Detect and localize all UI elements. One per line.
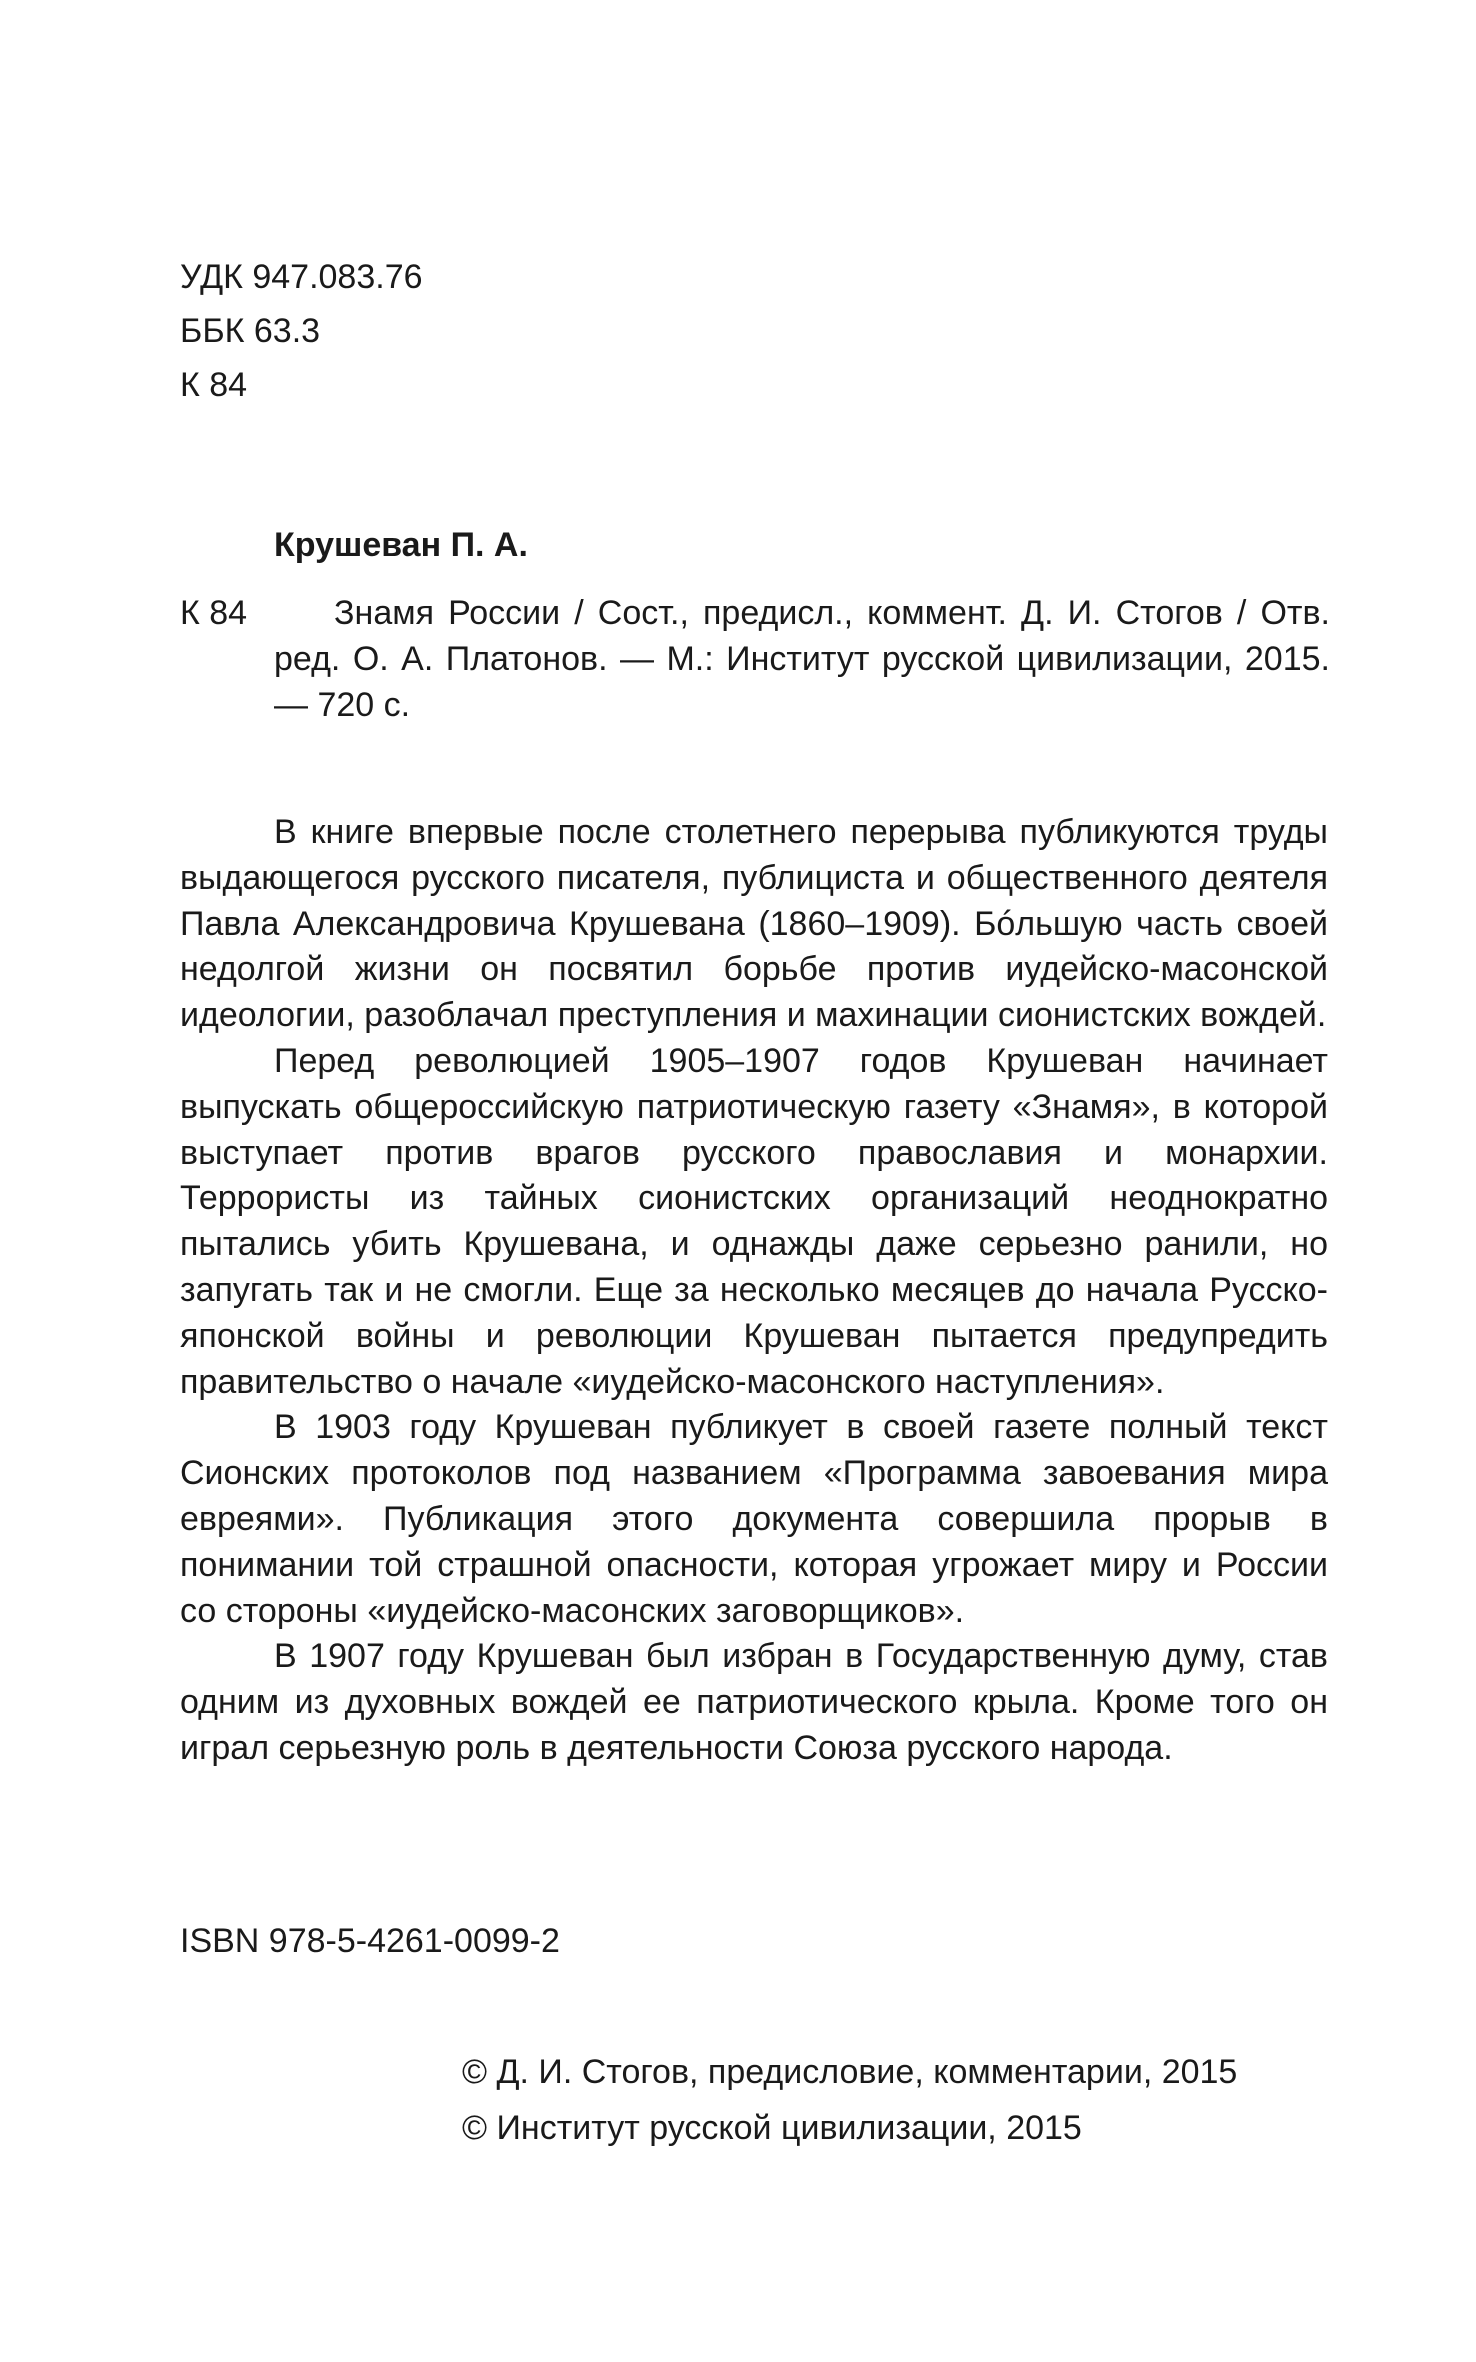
abstract-paragraph: В 1907 году Крушеван был избран в Государственную думу, став одним из духовных вождей ее патриотического крыла. Кроме того он играл серьезную роль в деятельности Союза русского народа.: [180, 1637, 1328, 1767]
author-mark: К 84: [180, 366, 248, 404]
isbn: ISBN 978-5-4261-0099-2: [180, 1922, 560, 1960]
abstract-paragraph: В книге впервые после столетнего перерыва публикуются труды выдающегося русского писателя, публициста и общественного деятеля Павла Александровича Крушевана (1860–1909). Бóльшую часть своей недолгой жизни он посвятил борьбе против иудейско-масонской идеологии, разоблачал преступления и махинации сионистских вождей.: [180, 813, 1328, 1035]
copyright-line: © Институт русской цивилизации, 2015: [462, 2109, 1082, 2147]
abstract-paragraph: Перед революцией 1905–1907 годов Крушеван начинает выпускать общероссийскую патриотическую газету «Знамя», в которой выступает против врагов русского православия и монархии. Террористы из тайных сионистских организаций неоднократно пытались убить Крушевана, и однажды даже серьезно ранили, но запугать так и не смогли. Еще за несколько месяцев до начала Русско-японской войны и революции Крушеван пытается предупредить правительство о начале «иудейско-масонского наступления».: [180, 1041, 1328, 1401]
classification-codes: [180, 250, 423, 412]
abstract: [180, 810, 1328, 1772]
abstract-paragraph: В 1903 году Крушеван публикует в своей газете полный текст Сионских протоколов под названием «Программа завоевания мира евреями». Публикация этого документа совершила прорыв в понимании той страшной опасности, которая угрожает миру и России со стороны «иудейско-масонских заговорщиков».: [180, 1408, 1328, 1630]
udk-code: УДК 947.083.76: [180, 258, 423, 296]
entry-class-mark: К 84: [180, 594, 248, 632]
entry-description: Знамя России / Сост., предисл., коммент. Д. И. Стогов / Отв. ред. О. А. Платонов. — М.: Институт русской цивилизации, 2015. — 720 с.: [274, 594, 1330, 724]
entry-author: Крушеван П. А.: [274, 526, 528, 564]
copyright-block: [462, 2044, 1237, 2156]
bbk-code: ББК 63.3: [180, 312, 321, 350]
copyright-line: © Д. И. Стогов, предисловие, комментарии, 2015: [462, 2053, 1238, 2091]
